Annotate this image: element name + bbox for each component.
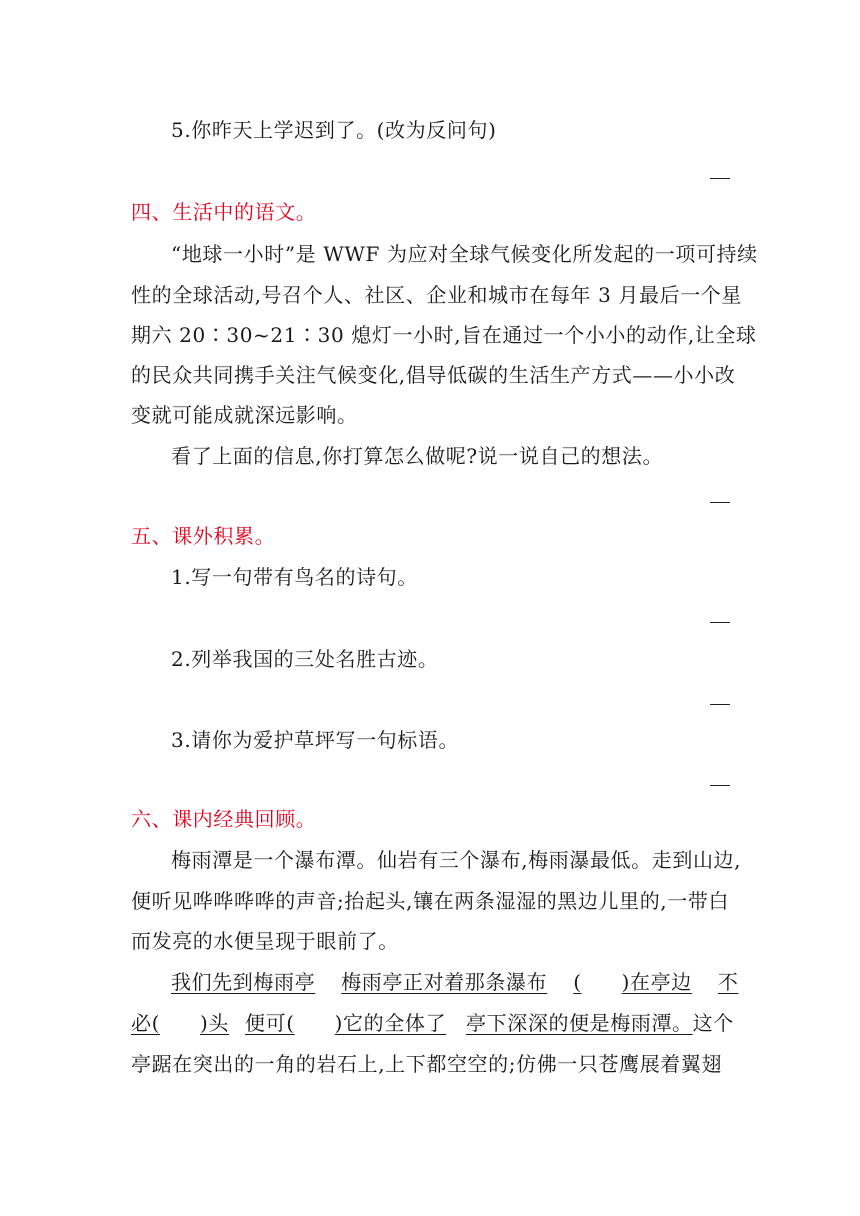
exercise-segment: 这个 — [692, 1011, 734, 1035]
section-4-paragraph-line: 的民众共同携手关注气候变化,倡导低碳的生活生产方式——小小改 — [131, 363, 736, 387]
answer-line — [710, 502, 730, 503]
section-6-heading: 六、课内经典回顾。 — [131, 807, 317, 831]
exercise-segment: 我们先到梅雨亭 — [171, 970, 316, 994]
section-5-question-2: 2.列举我国的三处名胜古迹。 — [171, 647, 439, 671]
section-6-paragraph-line: 亭踞在突出的一角的岩石上,上下都空空的;仿佛一只苍鹰展着翼翅 — [131, 1052, 723, 1076]
answer-line — [710, 704, 730, 705]
section-4-paragraph-line: 性的全球活动,号召个人、社区、企业和城市在每年 3 月最后一个星 — [131, 283, 742, 307]
section-4-heading: 四、生活中的语文。 — [131, 200, 317, 224]
paren-open: ( — [573, 970, 582, 994]
answer-line — [710, 178, 730, 179]
exercise-segment: 必( — [131, 1011, 161, 1035]
exercise-segment: 便可( — [245, 1011, 295, 1035]
exercise-segment: 梅雨亭正对着那条瀑布 — [341, 970, 548, 994]
exercise-segment: )头 — [200, 1011, 230, 1035]
section-5-question-1: 1.写一句带有鸟名的诗句。 — [171, 565, 418, 589]
answer-line — [710, 785, 730, 786]
section-5-question-3: 3.请你为爱护草坪写一句标语。 — [171, 728, 460, 752]
punctuation-exercise-line-1 — [171, 968, 738, 996]
answer-line — [710, 622, 730, 623]
exercise-segment: )它的全体了 — [334, 1011, 447, 1035]
section-4-paragraph-line: 变就可能成就深远影响。 — [131, 403, 358, 427]
section-4-paragraph-line: “地球一小时”是 WWF 为应对全球气候变化所发起的一项可持续 — [171, 242, 758, 266]
section-6-paragraph-line: 而发亮的水便呈现于眼前了。 — [131, 929, 399, 953]
punctuation-exercise-line-2 — [131, 1009, 734, 1037]
section-6-paragraph-line: 梅雨潭是一个瀑布潭。仙岩有三个瀑布,梅雨瀑最低。走到山边, — [171, 848, 742, 872]
exercise-segment: 亭下深深的便是梅雨潭。 — [466, 1011, 693, 1035]
section-6-paragraph-line: 便听见哗哗哗哗的声音;抬起头,镶在两条湿湿的黑边儿里的,一带白 — [131, 889, 730, 913]
section-4-paragraph-line: 期六 20∶30~21∶30 熄灯一小时,旨在通过一个小小的动作,让全球 — [131, 323, 757, 347]
exercise-segment: )在亭边 — [621, 970, 692, 994]
question-5: 5.你昨天上学迟到了。(改为反问句) — [171, 118, 497, 142]
section-4-prompt: 看了上面的信息,你打算怎么做呢?说一说自己的想法。 — [171, 444, 664, 468]
section-5-heading: 五、课外积累。 — [131, 524, 276, 548]
exercise-segment: 不 — [717, 970, 739, 994]
